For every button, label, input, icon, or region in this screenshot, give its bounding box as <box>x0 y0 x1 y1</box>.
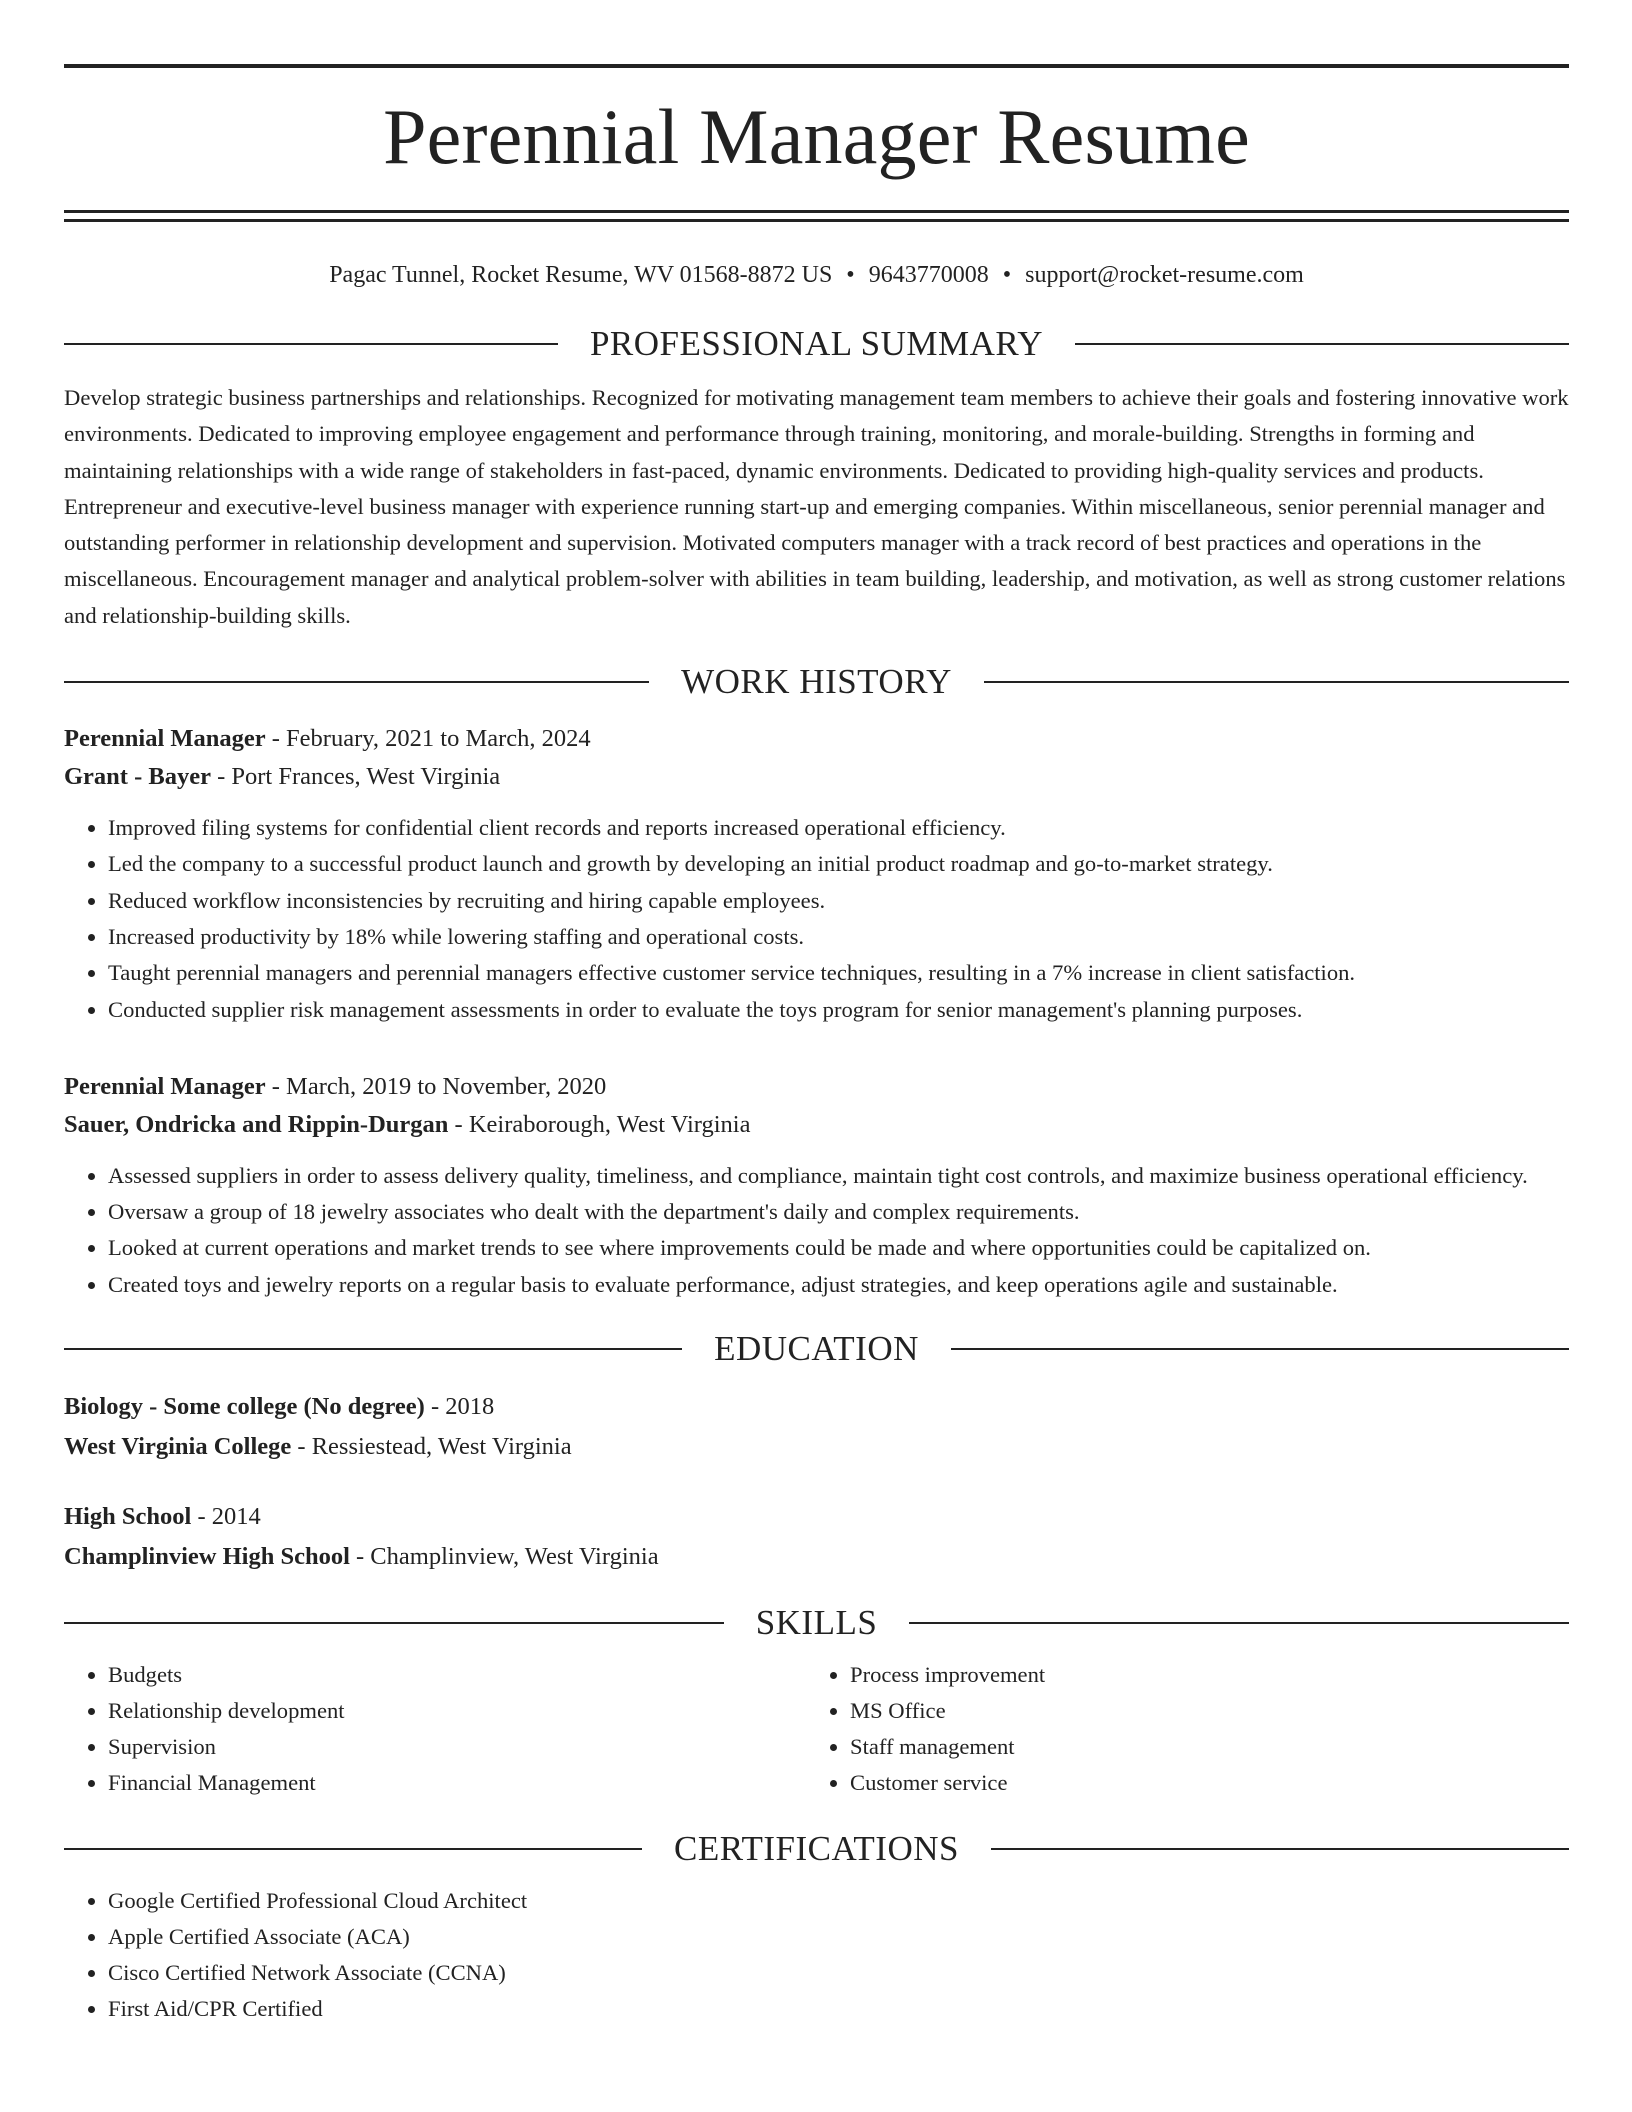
section-title-education: EDUCATION <box>714 1329 919 1369</box>
list-item: • Improved filing systems for confidential client records and reports increased operational efficiency. <box>108 810 1569 846</box>
section-rule <box>1075 343 1569 345</box>
job-entry-2 <box>64 1068 1569 1303</box>
section-title-summary: PROFESSIONAL SUMMARY <box>589 324 1044 363</box>
skills-grid <box>64 1657 1569 1801</box>
section-rule <box>64 681 649 683</box>
page-title: Perennial Manager Resume <box>383 93 1250 180</box>
list-item: • Google Certified Professional Cloud Architect <box>108 1883 1569 1919</box>
education-entry-1 <box>64 1387 1569 1467</box>
contact-separator: • <box>1002 262 1012 288</box>
list-item: • Looked at current operations and market trends to see where improvements could be made and where opportunities could be capitalized on. <box>108 1230 1569 1266</box>
education-degree: Biology - Some college (No degree) <box>64 1393 425 1421</box>
education-year: - 2018 <box>424 1393 495 1421</box>
contact-separator: • <box>846 262 855 288</box>
job-location: - Port Frances, West Virginia <box>210 763 501 791</box>
job-company: Grant - Bayer <box>64 763 211 791</box>
resume-page <box>64 64 1569 2027</box>
list-item: • Apple Certified Associate (ACA) <box>108 1919 1569 1955</box>
education-school: West Virginia College <box>64 1433 292 1461</box>
education-school-line <box>64 1537 1569 1577</box>
education-degree-line <box>64 1497 1569 1537</box>
job-bullets <box>64 1158 1569 1303</box>
job-entry-1 <box>64 720 1569 1028</box>
section-rule <box>951 1348 1569 1350</box>
job-company: Sauer, Ondricka and Rippin-Durgan <box>64 1110 449 1138</box>
job-company-line <box>64 1106 1569 1144</box>
section-rule <box>64 1848 642 1850</box>
certifications-list <box>64 1883 1569 2027</box>
title-double-rule <box>64 210 1569 222</box>
education-school: Champlinview High School <box>64 1543 350 1571</box>
section-rule <box>984 681 1569 683</box>
list-item: • Financial Management <box>108 1765 806 1801</box>
job-title-line <box>64 1068 1569 1106</box>
education-location: - Ressiestead, West Virginia <box>291 1433 572 1461</box>
job-bullets <box>64 810 1569 1028</box>
job-dates: - February, 2021 to March, 2024 <box>265 725 591 753</box>
section-title-work: WORK HISTORY <box>681 662 952 702</box>
section-header-summary <box>64 324 1569 364</box>
section-rule <box>64 1348 682 1350</box>
section-header-work <box>64 662 1569 702</box>
education-location: - Champlinview, West Virginia <box>349 1543 659 1571</box>
list-item: • Reduced workflow inconsistencies by recruiting and hiring capable employees. <box>108 883 1569 919</box>
list-item: • Relationship development <box>108 1693 806 1729</box>
list-item: • Process improvement <box>850 1657 1548 1693</box>
list-item: • Increased productivity by 18% while lowering staffing and operational costs. <box>108 919 1569 955</box>
skills-column-right <box>806 1657 1548 1801</box>
list-item: • First Aid/CPR Certified <box>108 1991 1569 2027</box>
job-role: Perennial Manager <box>64 725 266 753</box>
job-location: - Keiraborough, West Virginia <box>448 1110 751 1138</box>
list-item: • Oversaw a group of 18 jewelry associates who dealt with the department's daily and complex requirements. <box>108 1194 1569 1230</box>
section-title-certifications: CERTIFICATIONS <box>674 1829 959 1869</box>
summary-text: Develop strategic business partnerships and relationships. Recognized for motivating management team members to achieve their goals and fostering innovative work environments. Dedicated to improving employee engagement and performance through training, monitoring, and morale-building. Strengths in forming and maintaining relationships with a wide range of stakeholders in fast-paced, dynamic environments. Dedicated to providing high-quality services and products. Entrepreneur and executive-level business manager with experience running start-up and emerging companies. Within miscellaneous, senior perennial manager and outstanding performer in relationship development and supervision. Motivated computers manager with a track record of best practices and operations in the miscellaneous. Encouragement manager and analytical problem-solver with abilities in team building, leadership, and motivation, as well as strong customer relations and relationship-building skills. <box>64 385 1569 628</box>
skills-column-left <box>64 1657 806 1801</box>
section-rule <box>64 1622 724 1624</box>
list-item: • Led the company to a successful product launch and growth by developing an initial product roadmap and go-to-market strategy. <box>108 846 1569 882</box>
section-rule <box>64 343 558 345</box>
list-item: • Conducted supplier risk management assessments in order to evaluate the toys program for senior management's planning purposes. <box>108 992 1569 1028</box>
list-item: • Staff management <box>850 1729 1548 1765</box>
contact-address: Pagac Tunnel, Rocket Resume, WV 01568-8872 US <box>329 262 833 288</box>
top-rule <box>64 64 1569 68</box>
section-rule <box>991 1848 1569 1850</box>
list-item: • Customer service <box>850 1765 1548 1801</box>
education-degree: High School <box>64 1503 192 1531</box>
job-title-line <box>64 720 1569 758</box>
education-degree-line <box>64 1387 1569 1427</box>
list-item: • Supervision <box>108 1729 806 1765</box>
section-header-certifications <box>64 1829 1569 1869</box>
contact-line <box>64 260 1569 290</box>
section-header-education <box>64 1329 1569 1369</box>
education-entry-2 <box>64 1497 1569 1577</box>
job-role: Perennial Manager <box>64 1072 266 1100</box>
list-item: • MS Office <box>850 1693 1548 1729</box>
job-company-line <box>64 758 1569 796</box>
job-dates: - March, 2019 to November, 2020 <box>265 1072 607 1100</box>
education-year: - 2014 <box>191 1503 261 1531</box>
list-item: • Budgets <box>108 1657 806 1693</box>
section-title-skills: SKILLS <box>755 1603 878 1643</box>
list-item: • Taught perennial managers and perennial managers effective customer service techniques, resulting in a 7% increase in client satisfaction. <box>108 955 1569 991</box>
contact-email[interactable]: support@rocket-resume.com <box>1025 262 1304 288</box>
list-item: • Created toys and jewelry reports on a regular basis to evaluate performance, adjust strategies, and keep operations agile and sustainable. <box>108 1267 1569 1303</box>
section-rule <box>909 1622 1569 1624</box>
list-item: • Cisco Certified Network Associate (CCNA) <box>108 1955 1569 1991</box>
list-item: • Assessed suppliers in order to assess delivery quality, timeliness, and compliance, maintain tight cost controls, and maximize business operational efficiency. <box>108 1158 1569 1194</box>
contact-phone[interactable]: 9643770008 <box>868 262 989 288</box>
section-header-skills <box>64 1603 1569 1643</box>
education-school-line <box>64 1427 1569 1467</box>
